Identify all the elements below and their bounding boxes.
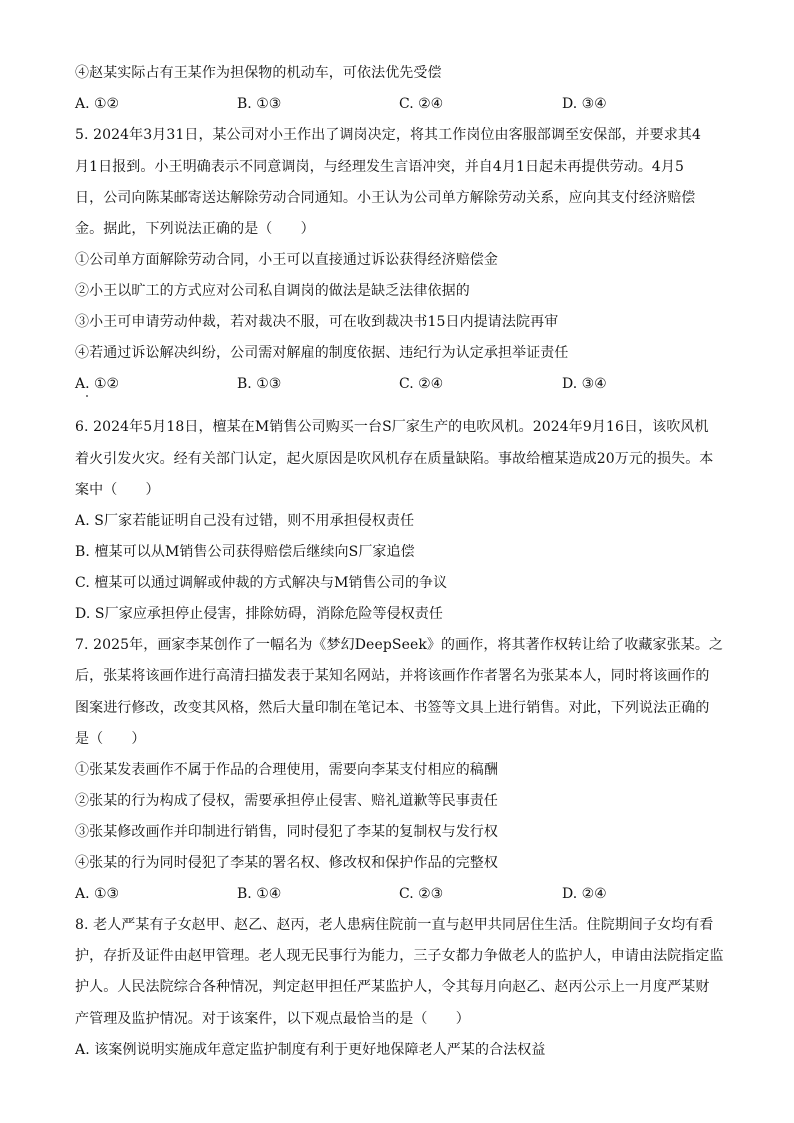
q7-stem-line-2: 后，张某将该画作进行高清扫描发表于某知名网站，并将该画作作者署名为张某本人，同时将该画作的 (75, 668, 710, 684)
q7-stem-line-3: 图案进行修改，改变其风格，然后大量印制在笔记本、书签等文具上进行销售。对此，下列说法正确的 (75, 700, 710, 716)
q7-option-d: D. ②④ (562, 886, 607, 902)
q8-option-a: A. 该案例说明实施成年意定监护制度有利于更好地保障老人严某的合法权益 (75, 1042, 546, 1058)
q7-options (75, 884, 725, 904)
q5-statement-4: ④若通过诉讼解决纠纷，公司需对解雇的制度依据、违纪行为认定承担举证责任 (75, 345, 569, 361)
q4-statement-4: ④赵某实际占有王某作为担保物的机动车，可依法优先受偿 (75, 65, 442, 81)
q5-stem-line-1: 5. 2024年3月31日，某公司对小王作出了调岗决定，将其工作岗位由客服部调至安保部，并要求其4 (75, 127, 701, 143)
q7-option-b: B. ①④ (237, 886, 282, 902)
q4-options (75, 94, 725, 114)
q5-option-d: D. ③④ (562, 376, 607, 392)
q5-statement-1: ①公司单方面解除劳动合同，小王可以直接通过诉讼获得经济赔偿金 (75, 252, 498, 268)
q7-statement-3: ③张某修改画作并印制进行销售，同时侵犯了李某的复制权与发行权 (75, 824, 498, 840)
q4-option-b: B. ①③ (237, 96, 282, 112)
q5-statement-3: ③小王可申请劳动仲裁，若对裁决不服，可在收到裁决书15日内提请法院再审 (75, 314, 559, 330)
q7-stem-line-4: 是（ ） (75, 731, 146, 747)
q6-option-a: A. S厂家若能证明自己没有过错，则不用承担侵权责任 (75, 513, 415, 529)
q8-stem-line-3: 护人。人民法院综合各种情况，判定赵甲担任严某监护人，令其每月向赵乙、赵丙公示上一月度严某财 (75, 979, 710, 995)
q5-option-c: C. ②④ (399, 376, 444, 392)
q4-option-a: A. ①② (75, 96, 120, 112)
q6-stem-line-1: 6. 2024年5月18日，檀某在M销售公司购买一台S厂家生产的电吹风机。2024年9月16日，该吹风机 (75, 419, 709, 435)
q5-option-a: A. ①② (75, 376, 120, 392)
q7-statement-4: ④张某的行为同时侵犯了李某的署名权、修改权和保护作品的完整权 (75, 855, 498, 871)
q7-option-c: C. ②③ (399, 886, 444, 902)
q5-options (75, 374, 725, 394)
q4-option-c: C. ②④ (399, 96, 444, 112)
q7-option-a: A. ①③ (75, 886, 120, 902)
q8-stem-line-4: 产管理及监护情况。对于该案件，以下观点最恰当的是（ ） (75, 1011, 470, 1027)
scan-speck (86, 395, 88, 397)
q5-stem-line-3: 日，公司向陈某邮寄送达解除劳动合同通知。小王认为公司单方解除劳动关系，应向其支付经济赔偿 (75, 190, 696, 206)
q5-stem-line-2: 月1日报到。小王明确表示不同意调岗，与经理发生言语冲突，并自4月1日起未再提供劳动。4月5 (75, 159, 685, 175)
q8-stem-line-1: 8. 老人严某有子女赵甲、赵乙、赵丙，老人患病住院前一直与赵甲共同居住生活。住院期间子女均有看 (75, 917, 714, 933)
q7-stem-line-1: 7. 2025年，画家李某创作了一幅名为《梦幻DeepSeek》的画作，将其著作权转让给了收藏家张某。之 (75, 637, 724, 653)
q6-stem-line-3: 案中（ ） (75, 482, 160, 498)
q6-stem-line-2: 着火引发火灾。经有关部门认定，起火原因是吹风机存在质量缺陷。事故给檀某造成20万元的损失。本 (75, 451, 714, 467)
q5-option-b: B. ①③ (237, 376, 282, 392)
q4-option-d: D. ③④ (562, 96, 607, 112)
q8-stem-line-2: 护，存折及证件由赵甲管理。老人现无民事行为能力，三子女都力争做老人的监护人，申请由法院指定监 (75, 948, 724, 964)
q6-option-b: B. 檀某可以从M销售公司获得赔偿后继续向S厂家追偿 (75, 544, 415, 560)
q7-statement-2: ②张某的行为构成了侵权，需要承担停止侵害、赔礼道歉等民事责任 (75, 793, 498, 809)
q7-statement-1: ①张某发表画作不属于作品的合理使用，需要向李某支付相应的稿酬 (75, 762, 498, 778)
q5-statement-2: ②小王以旷工的方式应对公司私自调岗的做法是缺乏法律依据的 (75, 283, 470, 299)
q5-stem-line-4: 金。据此，下列说法正确的是（ ） (75, 221, 315, 237)
q6-option-c: C. 檀某可以通过调解或仲裁的方式解决与M销售公司的争议 (75, 575, 448, 591)
q6-option-d: D. S厂家应承担停止侵害，排除妨碍，消除危险等侵权责任 (75, 606, 444, 622)
